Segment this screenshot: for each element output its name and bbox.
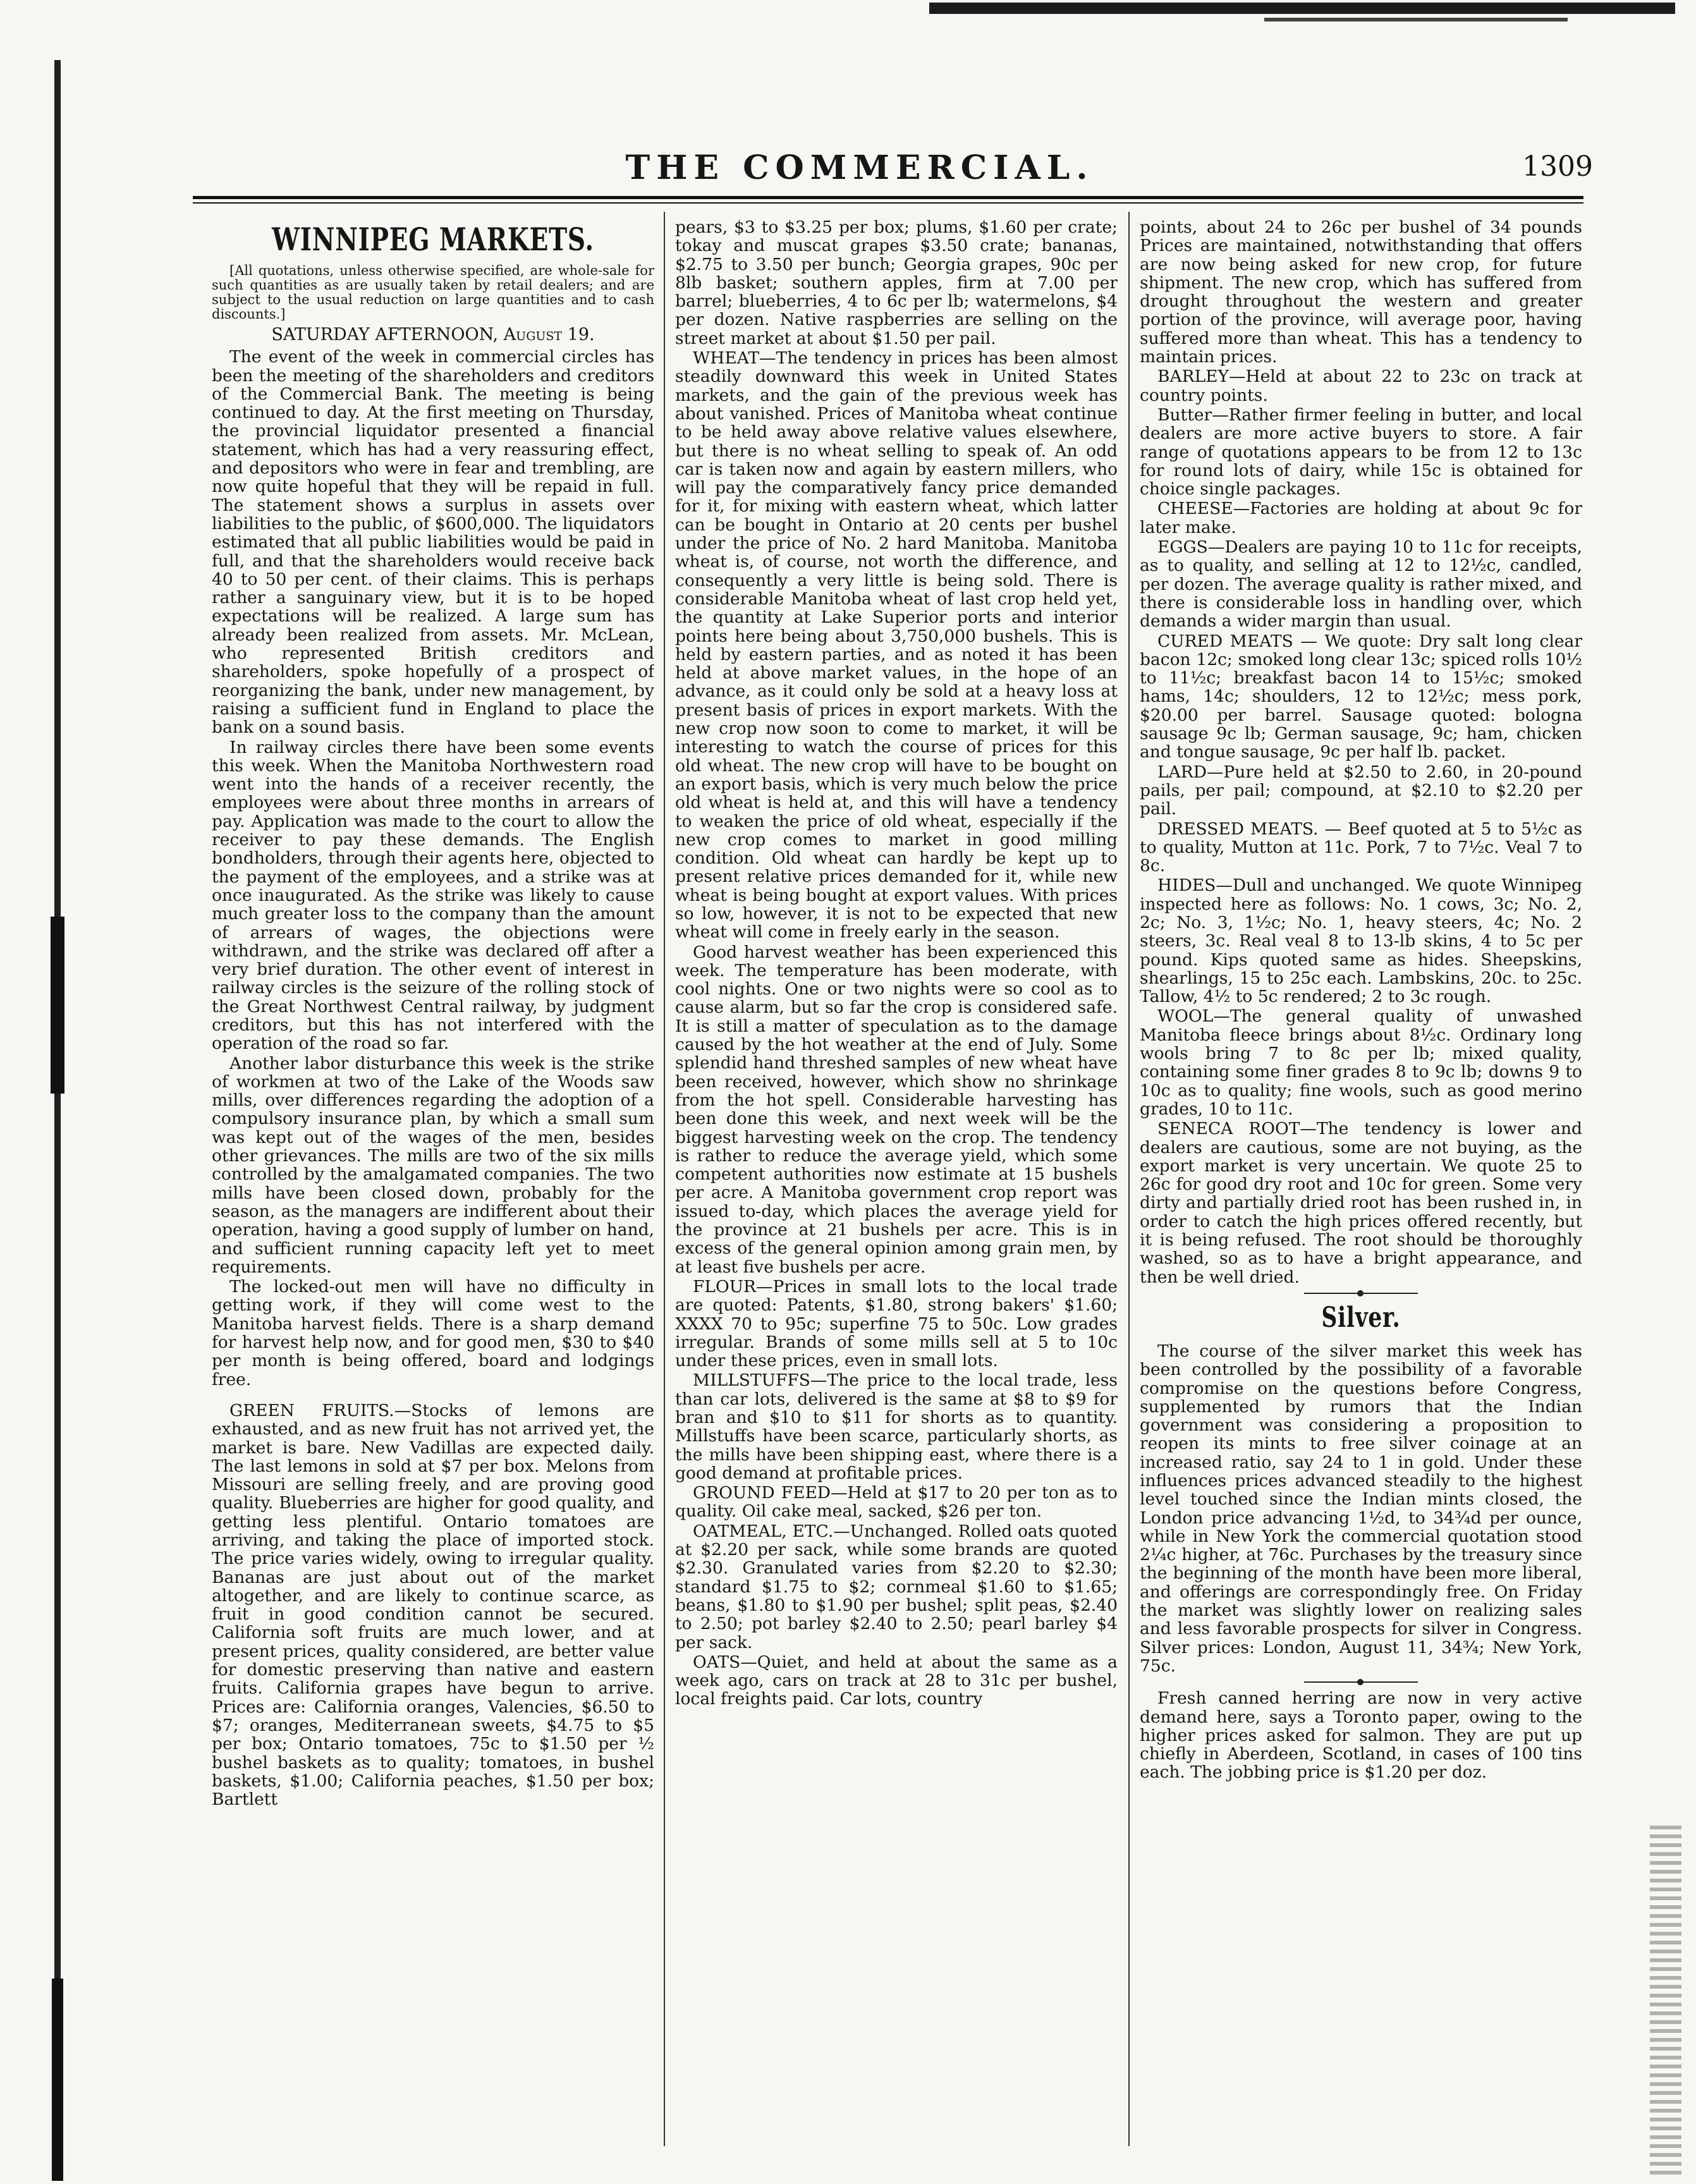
paragraph: Fresh canned herring are now in very active demand here, says a Toronto paper, owing to the higher prices asked for salmon. They are put up chiefly in Aberdeen, Scotland, in cases of 100 tins each. The jobbing price is $1.20 per doz. <box>1140 1688 1582 1783</box>
paragraph: The course of the silver market this week has been controlled by the possibility of a favorable compromise on the questions before Congress, supplemented by rumors that the Indian government was considering a proposition to reopen its mints to free silver coinage at an increased ratio, say 24 to 1 in gold. Under these influences prices advanced steadily to the highest level touched since the Indian mints closed, the London price advancing 1½d, to 34¾d per ounce, while in New York the commercial quotation stood 2¼c higher, at 76c. Purchases by the treasury since the beginning of the month have been more liberal, and offerings are correspondingly free. On Friday the market was slightly lower on realizing sales and less favorable prospects for silver in Congress. Silver prices: London, August 11, 34¾; New York, 75c. <box>1140 1341 1582 1676</box>
column-3 <box>1140 218 1582 2152</box>
paragraph: pears, $3 to $3.25 per box; plums, $1.60 per crate; tokay and muscat grapes $3.50 crate; bananas, $2.75 to 3.50 per bunch; Georgia grapes, 90c per 8lb basket; southern apples, firm at 7.00 per barrel; blueberries, 4 to 6c per lb; watermelons, $4 per dozen. Native raspberries are selling on the street market at about $1.50 per pail. <box>675 218 1118 348</box>
paragraph: EGGS—Dealers are paying 10 to 11c for receipts, as to quality, and selling at 12 to 12½c, candled, per dozen. The average quality is rather mixed, and there is considerable loss in handling over, which demands a wider margin than usual. <box>1140 537 1582 631</box>
section-divider <box>1304 1293 1418 1294</box>
paragraph: points, about 24 to 26c per bushel of 34 pounds Prices are maintained, notwithstanding that offers are now being asked for new crop, for future shipment. The new crop, which has suffered from drought throughout the western and greater portion of the province, will average poor, having suffered more than wheat. This has a tendency to maintain prices. <box>1140 218 1582 367</box>
paragraph: WHEAT—The tendency in prices has been almost steadily downward this week in United States markets, and the gain of the previous week has about vanished. Prices of Manitoba wheat continue to be held away above relative values elsewhere, but there is no wheat selling to speak of. An odd car is taken now and again by eastern millers, who will pay the comparatively fancy price demanded for it, for mixing with eastern wheat, which latter can be bought in Ontario at 20 cents per bushel under the price of No. 2 hard Manitoba. Manitoba wheat is, of course, not worth the difference, and consequently a very little is being sold. There is considerable Manitoba wheat of last crop held yet, the quantity at Lake Superior ports and interior points here being about 3,750,000 bushels. This is held by eastern parties, and as noted it has been held at above market values, in the hope of an advance, as it could only be sold at a heavy loss at present basis of prices in export markets. With the new crop now soon to come to market, it will be interesting to watch the course of prices for this old wheat. The new crop will have to be bought on an export basis, which is very much below the price old wheat is held at, and this will have a tendency to weaken the price of old wheat, especially if the new crop comes to market in good milling condition. Old wheat can hardly be kept up to present relative prices demanded for it, while new wheat is being bought at export values. With prices so low, however, it is not to be expected that new wheat will come in freely early in the season. <box>675 348 1118 943</box>
paragraph: OATMEAL, ETC.—Unchanged. Rolled oats quoted at $2.20 per sack, while some brands are quoted $2.30. Granulated varies from $2.20 to $2.30; standard $1.75 to $2; cornmeal $1.60 to $1.65; beans, $1.80 to $1.90 per bushel; split peas, $2.40 to 2.50; pot barley $2.40 to 2.50; pearl barley $4 per sack. <box>675 1521 1118 1652</box>
paragraph: LARD—Pure held at $2.50 to 2.60, in 20-pound pails, per pail; compound, at $2.10 to $2.20 per pail. <box>1140 762 1582 819</box>
paragraph: The locked-out men will have no difficulty in getting work, if they will come west to the Manitoba harvest fields. There is a sharp demand for harvest help now, and for good men, $30 to $40 per month is being offered, board and lodgings free. <box>212 1277 654 1389</box>
quotation-note: [All quotations, unless otherwise specified, are whole-sale for such quantities as are usually taken by retail dealers; and are subject to the usual reduction on large quantities and to cash discounts.] <box>212 263 654 322</box>
column-1 <box>212 218 654 2152</box>
column-divider <box>1128 212 1130 2146</box>
section-title-silver: Silver. <box>1321 1301 1401 1334</box>
masthead: THE COMMERCIAL. <box>625 149 1094 187</box>
binding-edge <box>54 60 61 2165</box>
top-edge-band-thin <box>1264 18 1568 21</box>
section-divider <box>1304 1681 1418 1683</box>
paragraph: CURED MEATS — We quote: Dry salt long clear bacon 12c; smoked long clear 13c; spiced rolls 10½ to 11½c; breakfast bacon 14 to 15½c; smoked hams, 14c; shoulders, 12 to 12½c; mess pork, $20.00 per barrel. Sausage quoted: bologna sausage 9c lb; German sausage, 9c; ham, chicken and tongue sausage, 9c per half lb. packet. <box>1140 631 1582 762</box>
paragraph: GROUND FEED—Held at $17 to 20 per ton as to quality. Oil cake meal, sacked, $26 per ton. <box>675 1483 1118 1522</box>
paragraph: OATS—Quiet, and held at about the same as a week ago, cars on track at 28 to 31c per bushel, local freights paid. Car lots, country <box>675 1652 1118 1709</box>
column-2 <box>675 218 1118 2152</box>
paragraph: HIDES—Dull and unchanged. We quote Winnipeg inspected here as follows: No. 1 cows, 3c; No. 2, 2c; No. 3, 1½c; No. 1, heavy steers, 4c; No. 2 steers, 3c. Real veal 8 to 13-lb skins, 4 to 5c per pound. Kips quoted same as hides. Sheepskins, shearlings, 15 to 25c each. Lambskins, 20c. to 25c. Tallow, 4½ to 5c rendered; 2 to 3c rough. <box>1140 875 1582 1007</box>
binding-mark-lower <box>52 1979 63 2181</box>
paragraph: BARLEY—Held at about 22 to 23c on track at country points. <box>1140 367 1582 405</box>
paragraph: CHEESE—Factories are holding at about 9c for later make. <box>1140 499 1582 537</box>
spacer <box>212 1390 654 1401</box>
paragraph: FLOUR—Prices in small lots to the local trade are quoted: Patents, $1.80, strong bakers' $1.60; XXXX 70 to 95c; superfine 75 to 50c. Low grades irregular. Brands of some mills sell at 5 to 10c under these prices, even in small lots. <box>675 1276 1118 1371</box>
paragraph: WOOL—The general quality of unwashed Manitoba fleece brings about 8½c. Ordinary long wools bring 7 to 8c per lb; mixed quality, containing some finer grades 8 to 9c lb; downs 9 to 10c as to quality; fine wools, such as good merino grades, 10 to 11c. <box>1140 1006 1582 1119</box>
paragraph: SENECA ROOT—The tendency is lower and dealers are cautious, some are not buying, as the export market is very uncertain. We quote 25 to 26c for good dry root and 10c for green. Some very dirty and partially dried root has been rushed in, in order to catch the high prices offered recently, but it is being refused. The root should be thoroughly washed, so as to have a bright appearance, and then be well dried. <box>1140 1119 1582 1287</box>
paragraph: The event of the week in commercial circles has been the meeting of the shareholders and creditors of the Commercial Bank. The meeting is being continued to day. At the first meeting on Thursday, the provincial liquidator presented a financial statement, which has had a very reassuring effect, and depositors who were in fear and trembling, are now quite hopeful that they will be repaid in full. The statement shows a surplus in assets over liabilities to the public, of $600,000. The liquidators estimated that all public liabilities would be paid in full, and that the shareholders would receive back 40 to 50 per cent. of their claims. This is perhaps rather a sanguinary view, but it is to be hoped expectations will be realized. A large sum has already been realized from assets. Mr. McLean, who represented British creditors and shareholders, spoke hopefully of a prospect of reorganizing the bank, under new management, by raising a sufficient fund in England to place the bank on a sound basis. <box>212 347 654 738</box>
paragraph: MILLSTUFFS—The price to the local trade, less than car lots, delivered is the same at $8 to $9 for bran and $10 to $11 for shorts as to quantity. Millstuffs have been scarce, particularly shorts, as the mills have been shipping east, where there is a good demand at profitable prices. <box>675 1370 1118 1483</box>
section-title: WINNIPEG MARKETS. <box>272 221 594 258</box>
paragraph: In railway circles there have been some events this week. When the Manitoba Northwestern road went into the hands of a receiver recently, the employees were about three months in arrears of pay. Application was made to the court to allow the receiver to pay these demands. The English bondholders, through their agents here, objected to the payment of the employees, and a strike was at once inaugurated. As the strike was likely to cause much greater loss to the company than the amount of arrears of wages, the objections were withdrawn, and the strike was declared off after a very brief duration. The other event of interest in railway circles is the seizure of the rolling stock of the Great Northwest Central railway, by judgment creditors, but this has not interfered with the operation of the road so far. <box>212 737 654 1054</box>
header-rule-thin <box>193 202 1583 204</box>
paragraph: Good harvest weather has been experienced this week. The temperature has been moderate, with cool nights. One or two nights were so cool as to cause alarm, but so far the crop is considered safe. It is still a matter of speculation as to the damage caused by the hot weather at the end of July. Some splendid hand threshed samples of new wheat have been received, however, which show no shrinkage from the hot spell. Considerable harvesting has been done this week, and next week will be the biggest harvesting week on the crop. The tendency is rather to reduce the average yield, which some competent authorities now estimate at 15 bushels per acre. A Manitoba government crop report was issued to-day, which places the average yield for the province at 21 bushels per acre. This is in excess of the general opinion among grain men, by at least five bushels per acre. <box>675 942 1118 1277</box>
column-divider <box>664 212 665 2146</box>
page-number: 1309 <box>1522 150 1593 183</box>
top-edge-band <box>929 3 1675 14</box>
scan-noise <box>1650 1821 1681 2175</box>
dateline: SATURDAY AFTERNOON, August 19. <box>271 325 595 345</box>
header-rule <box>193 196 1583 199</box>
paragraph: DRESSED MEATS. — Beef quoted at 5 to 5½c as to quality, Mutton at 11c. Pork, 7 to 7½c. Veal 7 to 8c. <box>1140 819 1582 876</box>
paragraph: Butter—Rather firmer feeling in butter, and local dealers are more active buyers to store. A fair range of quotations appears to be from 12 to 13c for round lots of dairy, while 15c is obtained for choice single packages. <box>1140 405 1582 499</box>
binding-mark <box>51 917 64 1094</box>
paragraph: Another labor disturbance this week is the strike of workmen at two of the Lake of the Woods saw mills, over differences regarding the adoption of a compulsory insurance plan, by which a small sum was kept out of the wages of the men, besides other grievances. The mills are two of the six mills controlled by the amalgamated companies. The two mills have been closed down, probably for the season, as the managers are indifferent about their operation, having a good supply of lumber on hand, and sufficient running capacity left yet to meet requirements. <box>212 1053 654 1277</box>
paragraph: GREEN FRUITS.—Stocks of lemons are exhausted, and as new fruit has not arrived yet, the market is bare. New Vadillas are expected daily. The last lemons in sold at $7 per box. Melons from Missouri are selling freely, and are proving good quality. Blueberries are higher for good quality, and getting less plentiful. Ontario tomatoes are arriving, and taking the place of imported stock. The price varies widely, owing to irregular quality. Bananas are just about out of the market altogether, and are likely to continue scarce, as fruit in good condition cannot be secured. California soft fruits are much lower, and at present prices, quality considered, are better value for domestic preserving than native and eastern fruits. California grapes have begun to arrive. Prices are: California oranges, Valencies, $6.50 to $7; oranges, Mediterranean sweets, $4.75 to $5 per box; Ontario tomatoes, 75c to $1.50 per ½ bushel baskets as to quality; tomatoes, in bushel baskets, $1.00; California peaches, $1.50 per box; Bartlett <box>212 1400 654 1810</box>
